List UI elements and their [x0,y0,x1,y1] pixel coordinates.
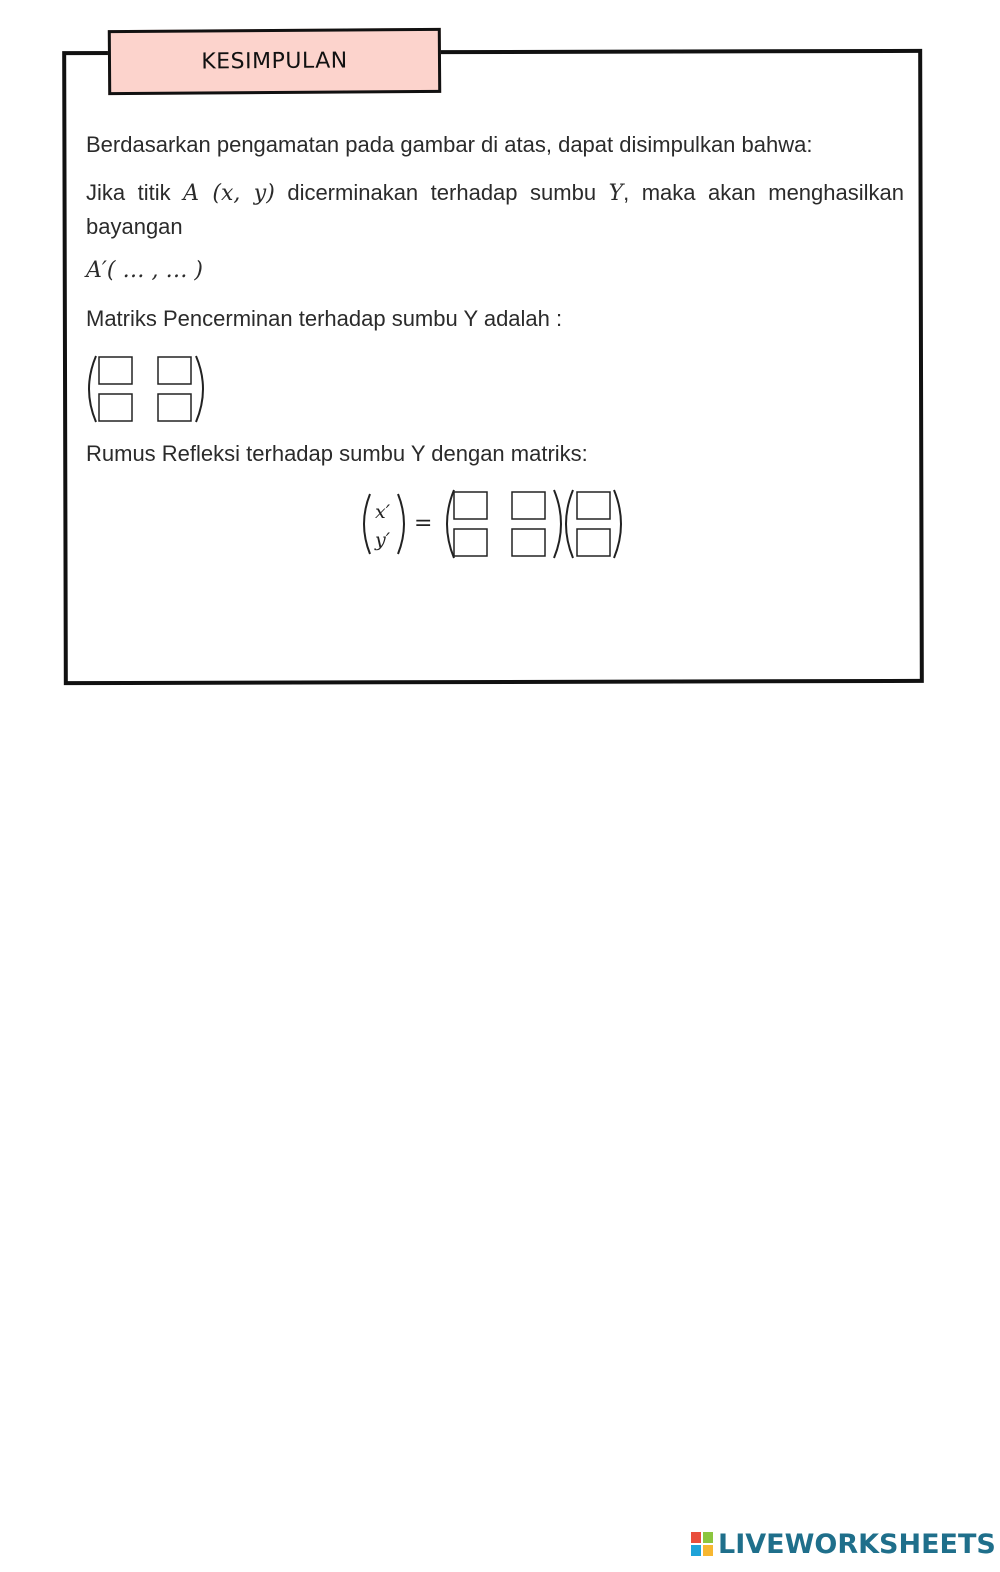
lhs-left-paren [364,494,370,554]
matrix-box-c[interactable] [99,394,132,421]
vector-left-paren [566,490,573,558]
axis-name: Y [608,181,624,206]
matrix-box-d[interactable] [158,394,191,421]
intro-text: Berdasarkan pengamatan pada gambar di atas, dapat disimpulkan bahwa: [86,132,813,157]
lhs-right-paren [398,494,404,554]
matrix-right-paren [196,356,203,422]
image-point: A′( … , … ) [86,258,204,283]
vector-right-paren [614,490,621,558]
liveworksheets-logo-icon [690,1531,714,1557]
formula-vector-box-bottom[interactable] [577,529,610,556]
matrix2-left-paren [447,490,454,558]
matrix-box-b[interactable] [158,357,191,384]
reflection-statement [86,176,904,276]
lhs-x-prime: x′ [375,501,391,523]
statement-start: Jika titik [86,180,171,205]
formula-label: Rumus Refleksi terhadap sumbu Y dengan matriks: [86,441,588,466]
header-title: KESIMPULAN [201,48,348,75]
point-name: A (x, y) [183,181,275,206]
matrix-box-a[interactable] [99,357,132,384]
lhs-y-prime: y′ [375,529,391,551]
formula-matrix-box-c[interactable] [454,529,487,556]
formula-matrix-box-a[interactable] [454,492,487,519]
reflection-formula [358,486,630,562]
formula-vector-box-top[interactable] [577,492,610,519]
watermark-text: LIVEWORKSHEETS [718,1528,996,1560]
matrix-label: Matriks Pencerminan terhadap sumbu Y adalah : [86,306,563,331]
formula-matrix-box-b[interactable] [512,492,545,519]
statement-mid: dicerminakan terhadap sumbu [287,180,597,205]
matrix2-right-paren [554,490,561,558]
conclusion-header [108,28,441,95]
liveworksheets-watermark [690,1527,996,1561]
reflection-matrix [84,352,208,426]
equals-sign: = [414,511,433,536]
statement-end: , maka akan menghasilkan bayangan [86,180,904,239]
matrix-left-paren [89,356,96,422]
formula-matrix-box-d[interactable] [512,529,545,556]
